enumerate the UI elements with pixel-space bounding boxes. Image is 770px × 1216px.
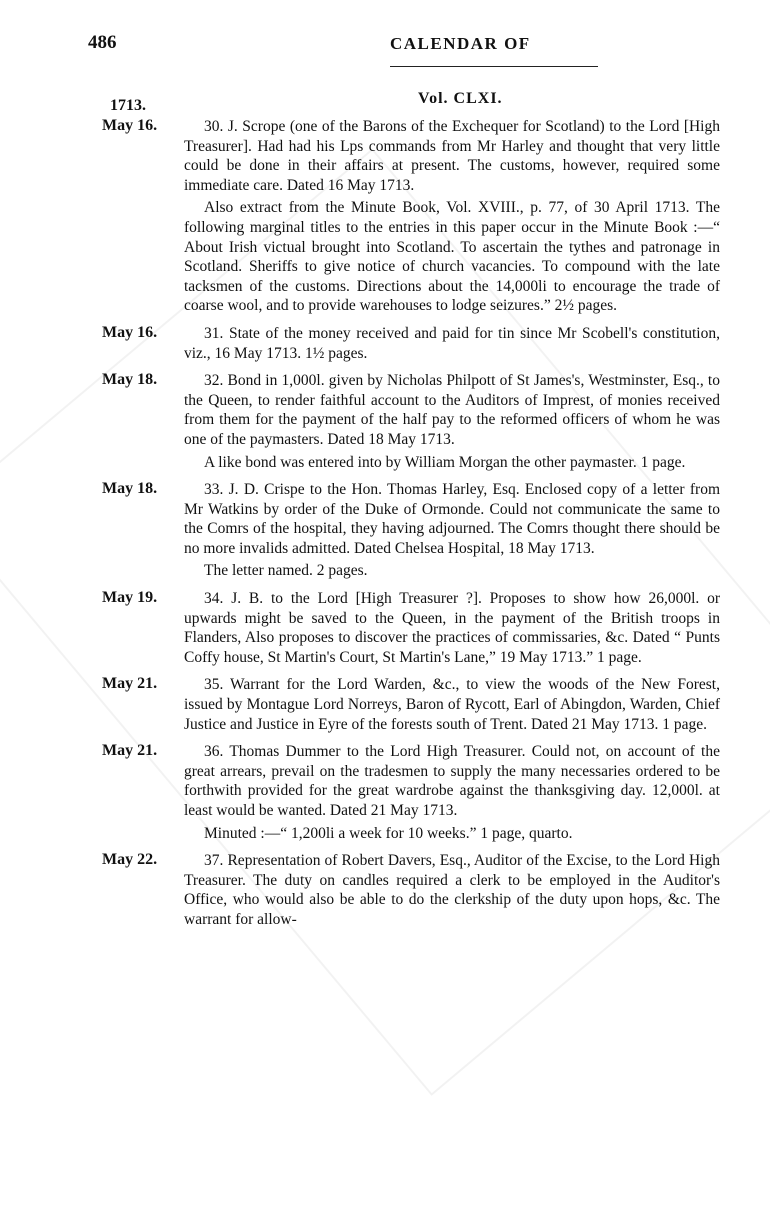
entry-body (184, 742, 720, 843)
entry-body (184, 117, 720, 316)
entry-date: May 22. (102, 851, 158, 869)
entry-paragraph: Also extract from the Minute Book, Vol. XVIII., p. 77, of 30 April 1713. The following marginal titles to the entries in this paper occur in the Minute Book :—“ About Irish victual brought into Scotland. To ascertain the tythes and patronage in Scotland. Sheriffs to give notice of church vacancies. To compound with the late tacksmen of the customs. Directions about the 14,000li to encourage the trade of coarse wool, and to provide warehouses to lodge seizures.” 2½ pages. (184, 199, 720, 315)
entry-date: May 21. (102, 675, 158, 693)
page-number: 486 (88, 32, 117, 53)
calendar-entry (0, 480, 770, 581)
calendar-entry (0, 851, 770, 929)
calendar-entry (0, 117, 770, 316)
running-title: CALENDAR OF (390, 34, 531, 53)
entry-paragraph: 35. Warrant for the Lord Warden, &c., to view the woods of the New Forest, issued by Montague Lord Norreys, Baron of Rycott, Earl of Abingdon, Warden, Chief Justice and Justice in Eyre of the forests south of Trent. Dated 21 May 1713. 1 page. (184, 676, 720, 733)
entry-paragraph: 30. J. Scrope (one of the Barons of the Exchequer for Scotland) to the Lord [High Treasurer]. Had had his Lps commands from Mr Harley and thought that very little could be done in their affairs at present. The customs, however, required some immediate care. Dated 16 May 1713. (184, 118, 720, 194)
entry-paragraph: 37. Representation of Robert Davers, Esq., Auditor of the Excise, to the Lord High Treasurer. The duty on candles required a clerk to be employed in the Auditor's Office, who would also be able to do the clerkship of the duty upon hops, &c. The warrant for allow- (184, 852, 720, 928)
entry-body (184, 851, 720, 929)
entry-paragraph: A like bond was entered into by William Morgan the other paymaster. 1 page. (204, 453, 686, 471)
entry-paragraph: 34. J. B. to the Lord [High Treasurer ?]. Proposes to show how 26,000l. or upwards might be saved to the Queen, in the payment of the British troops in Flanders, Also proposes to discover the practices of commissaries, &c. Dated “ Punts Coffy house, St Martin's Court, St Martin's Lane,” 19 May 1713.” 1 page. (184, 590, 720, 666)
entry-body (184, 371, 720, 472)
volume-heading: Vol. CLXI. (418, 90, 503, 107)
page-header (0, 32, 770, 62)
year-label: 1713. (110, 97, 146, 114)
calendar-entry (0, 324, 770, 363)
entry-body (184, 675, 720, 734)
entry-date: May 21. (102, 742, 158, 760)
calendar-entry (0, 742, 770, 843)
calendar-entry (0, 675, 770, 734)
entry-body (184, 589, 720, 667)
entry-paragraph: 32. Bond in 1,000l. given by Nicholas Philpott of St James's, Westminster, Esq., to the Queen, to render faithful account to the Auditors of Imprest, of monies received from them for the payment of the half pay to the reformed officers of whom he was one of the paymasters. Dated 18 May 1713. (184, 372, 720, 448)
entry-paragraph: 36. Thomas Dummer to the Lord High Treasurer. Could not, on account of the great arrears, prevail on the tradesmen to supply the many necessaries ordered to be forthwith provided for the great wardrobe against the thanksgiving day. 12,000l. at least would be wanted. Dated 21 May 1713. (184, 743, 720, 819)
entry-date: May 16. (102, 323, 158, 341)
entry-date: May 18. (102, 480, 158, 498)
entries-list (0, 117, 770, 938)
entry-date: May 19. (102, 589, 158, 607)
entry-date: May 16. (102, 117, 158, 134)
entry-paragraph: 31. State of the money received and paid for tin since Mr Scobell's constitution, viz., 16 May 1713. 1½ pages. (184, 324, 720, 362)
entry-paragraph: Minuted :—“ 1,200li a week for 10 weeks.” 1 page, quarto. (204, 824, 573, 842)
entry-paragraph: The letter named. 2 pages. (204, 562, 368, 580)
header-rule (390, 66, 598, 67)
entry-body (184, 480, 720, 581)
entry-paragraph: 33. J. D. Crispe to the Hon. Thomas Harley, Esq. Enclosed copy of a letter from Mr Watkins by order of the Duke of Ormonde. Could not communicate the same to the Comrs of the hospital, they having adjourned. The Comrs thought there should be no more invalids admitted. Dated Chelsea Hospital, 18 May 1713. (184, 481, 720, 557)
calendar-entry (0, 589, 770, 667)
entry-body (184, 324, 720, 363)
calendar-entry (0, 371, 770, 472)
entry-date: May 18. (102, 371, 158, 389)
